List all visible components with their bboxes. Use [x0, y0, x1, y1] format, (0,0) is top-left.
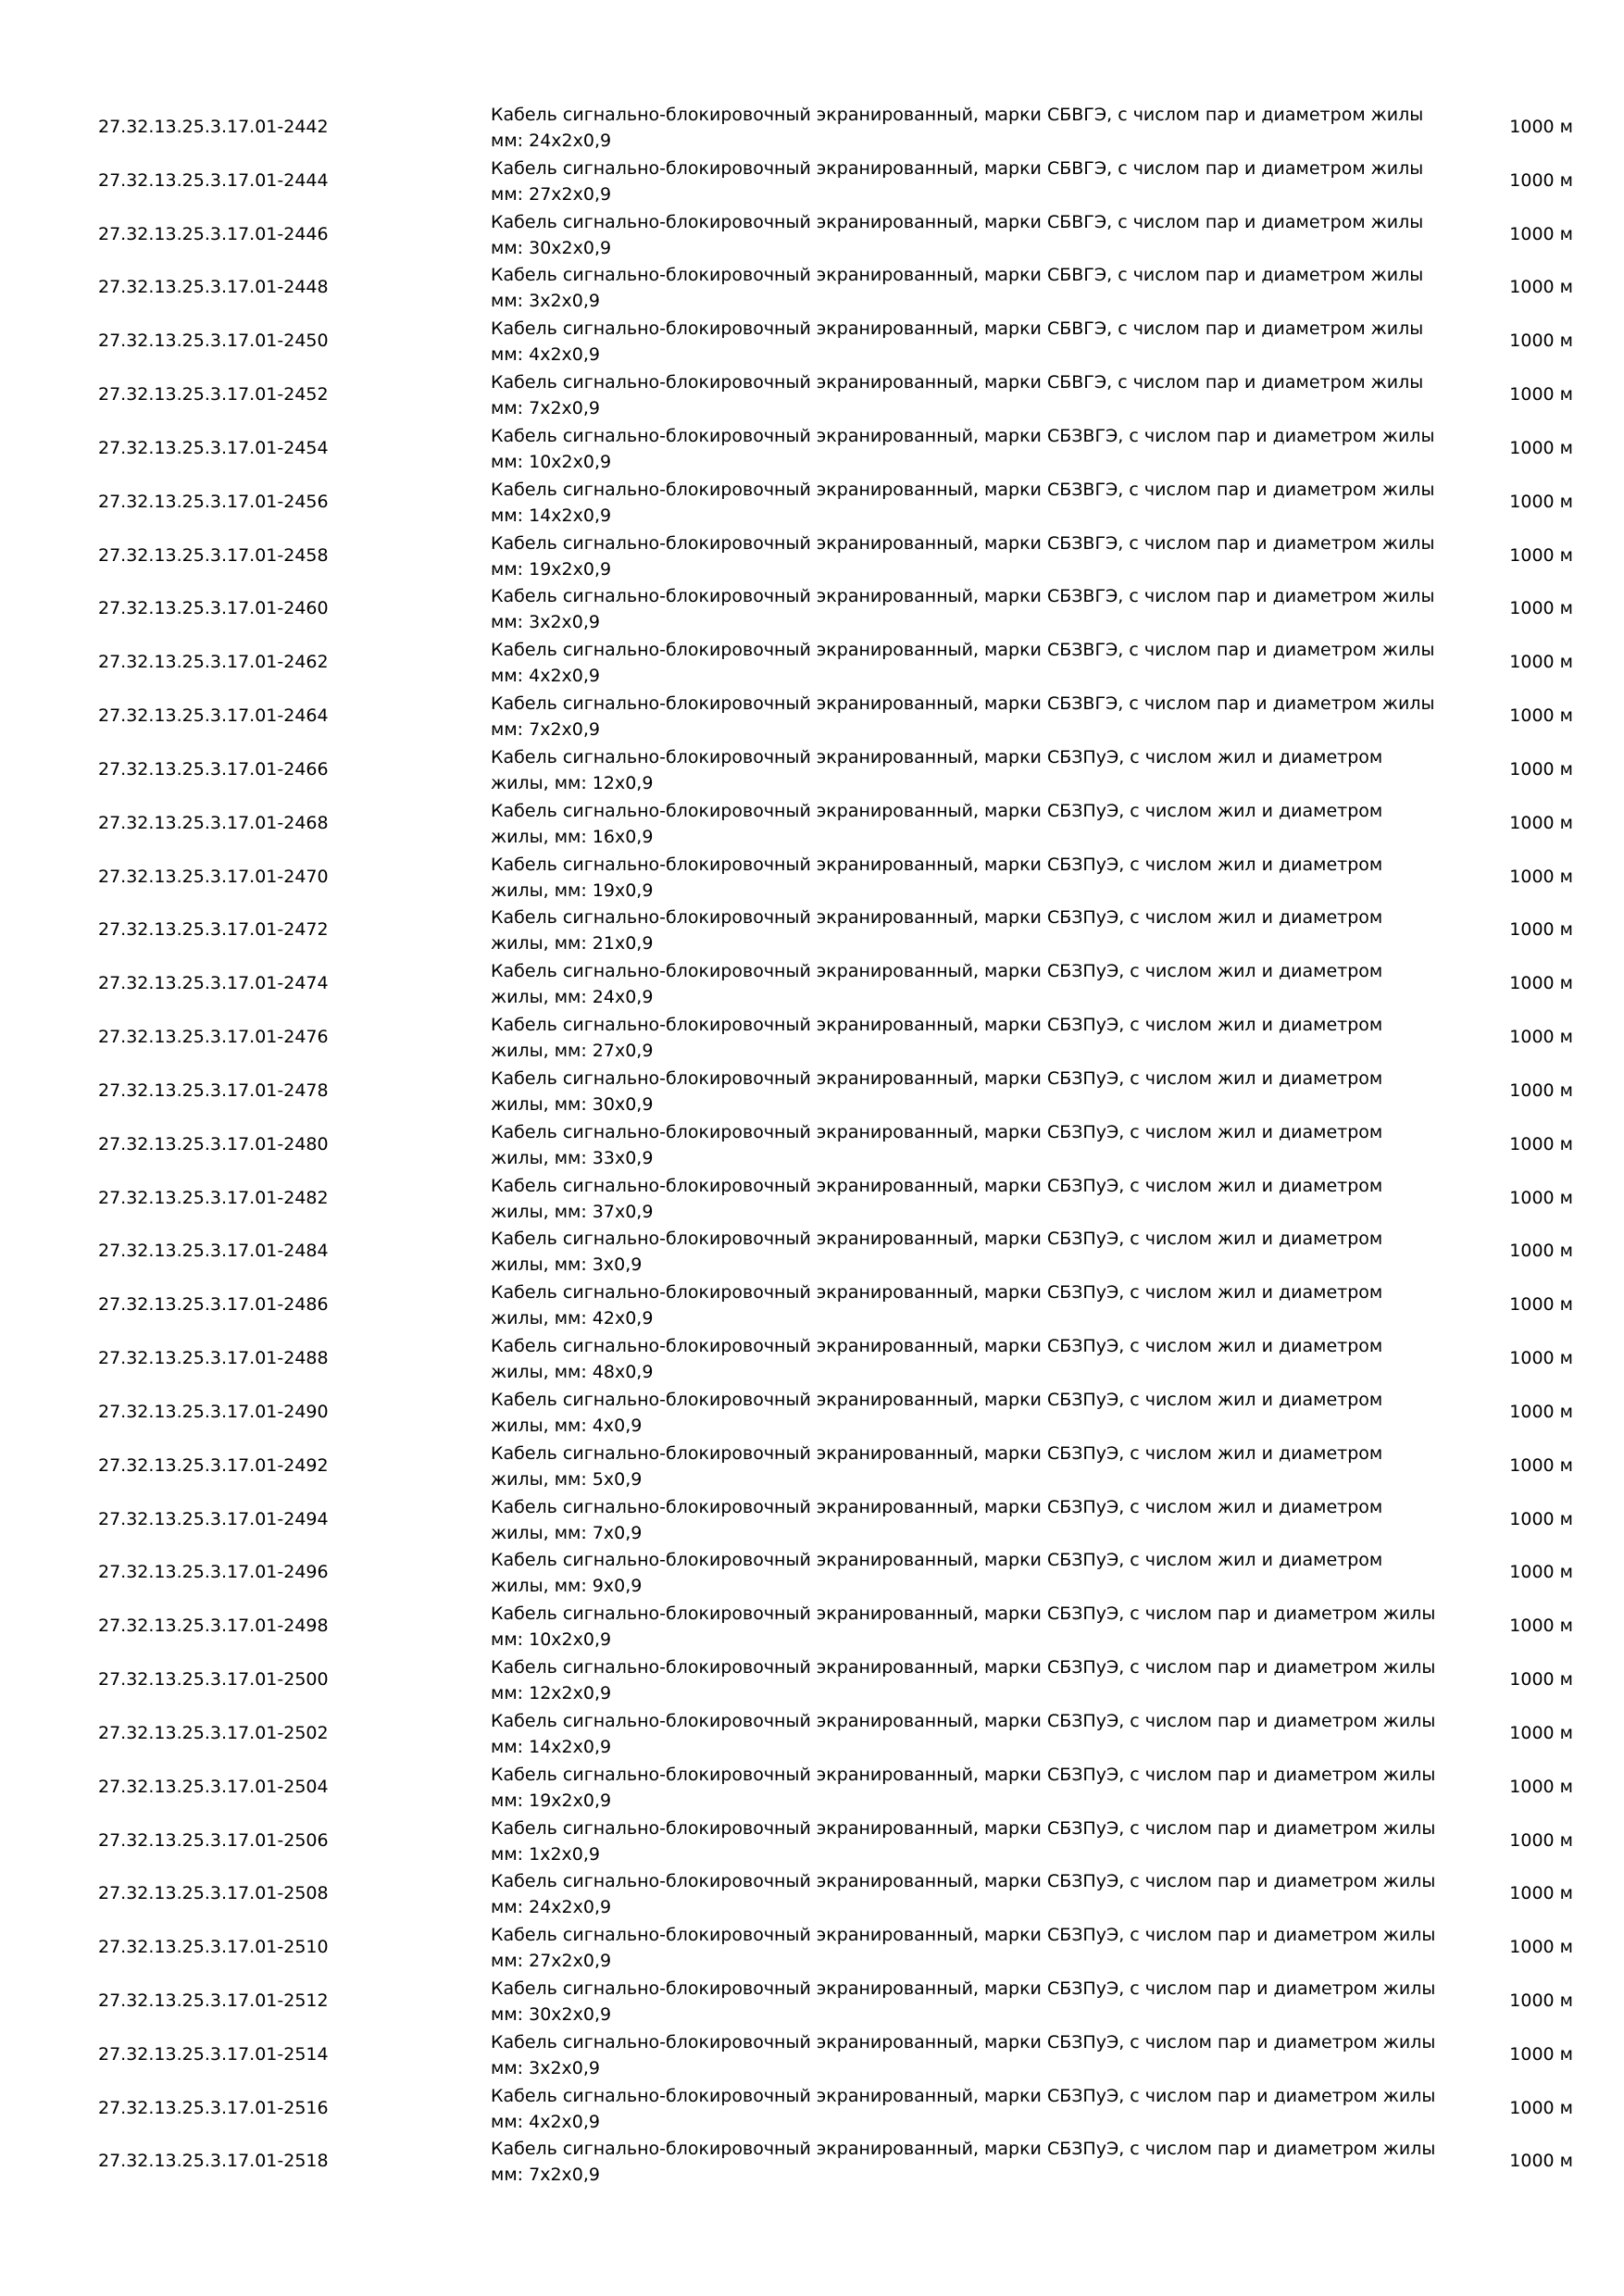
- unit-of-measure: 1000 м: [1509, 1883, 1573, 1904]
- table-row: [0, 476, 1624, 530]
- resource-code: 27.32.13.25.3.17.01-2512: [98, 1990, 329, 2011]
- resource-code: 27.32.13.25.3.17.01-2454: [98, 437, 329, 458]
- resource-code: 27.32.13.25.3.17.01-2482: [98, 1187, 329, 1208]
- unit-of-measure: 1000 м: [1509, 1937, 1573, 1958]
- resource-description: Кабель сигнально-блокировочный экранированный, марки СБЗПуЭ, с числом жил и диаметром жилы, мм: 37x0,9: [491, 1175, 1383, 1222]
- unit-of-measure: 1000 м: [1509, 652, 1573, 673]
- table-row: [0, 530, 1624, 583]
- resource-code: 27.32.13.25.3.17.01-2484: [98, 1241, 329, 1262]
- resource-description: Кабель сигнально-блокировочный экранированный, марки СБЗВГЭ, с числом пар и диаметром жилы мм: 4x2x0,9: [491, 640, 1435, 687]
- unit-of-measure: 1000 м: [1509, 169, 1573, 191]
- resource-description: Кабель сигнально-блокировочный экранированный, марки СБЗВГЭ, с числом пар и диаметром жилы мм: 3x2x0,9: [491, 586, 1435, 633]
- table-row: [0, 1761, 1624, 1815]
- table-row: [0, 690, 1624, 743]
- table-row: [0, 1065, 1624, 1118]
- resource-code: 27.32.13.25.3.17.01-2456: [98, 491, 329, 512]
- unit-of-measure: 1000 м: [1509, 1027, 1573, 1048]
- table-row: [0, 851, 1624, 905]
- table-row: [0, 636, 1624, 690]
- resource-description: Кабель сигнально-блокировочный экранированный, марки СБЗВГЭ, с числом пар и диаметром жилы мм: 19x2x0,9: [491, 532, 1435, 580]
- unit-of-measure: 1000 м: [1509, 1776, 1573, 1797]
- resource-description: Кабель сигнально-блокировочный экранированный, марки СБВГЭ, с числом пар и диаметром жилы мм: 3x2x0,9: [491, 265, 1424, 312]
- resource-description: Кабель сигнально-блокировочный экранированный, марки СБЗВГЭ, с числом пар и диаметром жилы мм: 10x2x0,9: [491, 425, 1435, 472]
- unit-of-measure: 1000 м: [1509, 1401, 1573, 1422]
- resource-description: Кабель сигнально-блокировочный экранированный, марки СБЗВГЭ, с числом пар и диаметром жилы мм: 14x2x0,9: [491, 479, 1435, 526]
- unit-of-measure: 1000 м: [1509, 544, 1573, 566]
- unit-of-measure: 1000 м: [1509, 1294, 1573, 1316]
- unit-of-measure: 1000 м: [1509, 1722, 1573, 1743]
- resource-code: 27.32.13.25.3.17.01-2486: [98, 1294, 329, 1316]
- unit-of-measure: 1000 м: [1509, 1829, 1573, 1851]
- resource-code: 27.32.13.25.3.17.01-2496: [98, 1562, 329, 1583]
- resource-code: 27.32.13.25.3.17.01-2446: [98, 223, 329, 244]
- resource-description: Кабель сигнально-блокировочный экранированный, марки СБВГЭ, с числом пар и диаметром жилы мм: 7x2x0,9: [491, 372, 1424, 419]
- unit-of-measure: 1000 м: [1509, 598, 1573, 619]
- resource-code: 27.32.13.25.3.17.01-2490: [98, 1401, 329, 1422]
- table-row: [0, 1440, 1624, 1493]
- resource-description: Кабель сигнально-блокировочный экранированный, марки СБЗПуЭ, с числом жил и диаметром жилы, мм: 27x0,9: [491, 1015, 1383, 1062]
- table-row: [0, 208, 1624, 262]
- resource-code: 27.32.13.25.3.17.01-2474: [98, 973, 329, 994]
- table-row: [0, 422, 1624, 476]
- table-row: [0, 1546, 1624, 1600]
- unit-of-measure: 1000 м: [1509, 1241, 1573, 1262]
- table-row: [0, 1386, 1624, 1440]
- table-row: [0, 1921, 1624, 1975]
- table-row: [0, 2082, 1624, 2136]
- resource-code: 27.32.13.25.3.17.01-2452: [98, 384, 329, 406]
- resource-description: Кабель сигнально-блокировочный экранированный, марки СБЗПуЭ, с числом жил и диаметром жилы, мм: 3x0,9: [491, 1229, 1383, 1276]
- resource-code: 27.32.13.25.3.17.01-2502: [98, 1722, 329, 1743]
- table-row: [0, 904, 1624, 957]
- table-row: [0, 1975, 1624, 2028]
- resource-code: 27.32.13.25.3.17.01-2462: [98, 652, 329, 673]
- unit-of-measure: 1000 м: [1509, 1348, 1573, 1369]
- unit-of-measure: 1000 м: [1509, 1616, 1573, 1637]
- resource-code: 27.32.13.25.3.17.01-2448: [98, 277, 329, 298]
- unit-of-measure: 1000 м: [1509, 1187, 1573, 1208]
- resource-description: Кабель сигнально-блокировочный экранированный, марки СБЗПуЭ, с числом пар и диаметром жилы мм: 7x2x0,9: [491, 2139, 1436, 2186]
- resource-code: 27.32.13.25.3.17.01-2506: [98, 1829, 329, 1851]
- resource-description: Кабель сигнально-блокировочный экранированный, марки СБЗПуЭ, с числом пар и диаметром жилы мм: 27x2x0,9: [491, 1925, 1436, 1972]
- resource-description: Кабель сигнально-блокировочный экранированный, марки СБЗПуЭ, с числом пар и диаметром жилы мм: 10x2x0,9: [491, 1603, 1436, 1651]
- resource-code: 27.32.13.25.3.17.01-2470: [98, 866, 329, 887]
- resource-description: Кабель сигнально-блокировочный экранированный, марки СБЗПуЭ, с числом жил и диаметром жилы, мм: 19x0,9: [491, 854, 1383, 901]
- resource-description: Кабель сигнально-блокировочный экранированный, марки СБЗПуЭ, с числом жил и диаметром жилы, мм: 7x0,9: [491, 1496, 1383, 1543]
- unit-of-measure: 1000 м: [1509, 1079, 1573, 1101]
- table-row: [0, 1815, 1624, 1868]
- unit-of-measure: 1000 м: [1509, 491, 1573, 512]
- unit-of-measure: 1000 м: [1509, 2043, 1573, 2065]
- unit-of-measure: 1000 м: [1509, 437, 1573, 458]
- table-row: [0, 1332, 1624, 1386]
- table-row: [0, 1118, 1624, 1172]
- resource-description: Кабель сигнально-блокировочный экранированный, марки СБЗПуЭ, с числом пар и диаметром жилы мм: 19x2x0,9: [491, 1764, 1436, 1811]
- unit-of-measure: 1000 м: [1509, 866, 1573, 887]
- resource-code: 27.32.13.25.3.17.01-2504: [98, 1776, 329, 1797]
- resource-description: Кабель сигнально-блокировочный экранированный, марки СБВГЭ, с числом пар и диаметром жилы мм: 30x2x0,9: [491, 211, 1424, 258]
- table-row: [0, 261, 1624, 315]
- table-row: [0, 1493, 1624, 1547]
- resource-code: 27.32.13.25.3.17.01-2468: [98, 812, 329, 833]
- resource-description: Кабель сигнально-блокировочный экранированный, марки СБЗПуЭ, с числом пар и диаметром жилы мм: 12x2x0,9: [491, 1657, 1436, 1704]
- resource-description: Кабель сигнально-блокировочный экранированный, марки СБЗПуЭ, с числом жил и диаметром жилы, мм: 33x0,9: [491, 1121, 1383, 1168]
- table-row: [0, 1172, 1624, 1226]
- resource-table: [0, 101, 1624, 2189]
- resource-code: 27.32.13.25.3.17.01-2480: [98, 1133, 329, 1154]
- resource-code: 27.32.13.25.3.17.01-2458: [98, 544, 329, 566]
- resource-code: 27.32.13.25.3.17.01-2514: [98, 2043, 329, 2065]
- table-row: [0, 2028, 1624, 2082]
- resource-description: Кабель сигнально-блокировочный экранированный, марки СБЗВГЭ, с числом пар и диаметром жилы мм: 7x2x0,9: [491, 693, 1435, 741]
- table-row: [0, 1707, 1624, 1761]
- unit-of-measure: 1000 м: [1509, 117, 1573, 137]
- unit-of-measure: 1000 м: [1509, 384, 1573, 406]
- resource-code: 27.32.13.25.3.17.01-2492: [98, 1454, 329, 1476]
- table-row: [0, 315, 1624, 368]
- resource-description: Кабель сигнально-блокировочный экранированный, марки СБЗПуЭ, с числом жил и диаметром жилы, мм: 12x0,9: [491, 746, 1383, 793]
- unit-of-measure: 1000 м: [1509, 705, 1573, 727]
- resource-description: Кабель сигнально-блокировочный экранированный, марки СБЗПуЭ, с числом жил и диаметром жилы, мм: 9x0,9: [491, 1550, 1383, 1597]
- resource-code: 27.32.13.25.3.17.01-2464: [98, 705, 329, 727]
- resource-code: 27.32.13.25.3.17.01-2472: [98, 919, 329, 941]
- resource-code: 27.32.13.25.3.17.01-2498: [98, 1616, 329, 1637]
- resource-description: Кабель сигнально-блокировочный экранированный, марки СБЗПуЭ, с числом жил и диаметром жилы, мм: 48x0,9: [491, 1336, 1383, 1383]
- unit-of-measure: 1000 м: [1509, 1508, 1573, 1529]
- table-row: [0, 1225, 1624, 1279]
- unit-of-measure: 1000 м: [1509, 2097, 1573, 2118]
- unit-of-measure: 1000 м: [1509, 1454, 1573, 1476]
- resource-code: 27.32.13.25.3.17.01-2518: [98, 2151, 329, 2172]
- resource-description: Кабель сигнально-блокировочный экранированный, марки СБЗПуЭ, с числом жил и диаметром жилы, мм: 42x0,9: [491, 1282, 1383, 1329]
- resource-description: Кабель сигнально-блокировочный экранированный, марки СБВГЭ, с числом пар и диаметром жилы мм: 27x2x0,9: [491, 157, 1424, 205]
- resource-code: 27.32.13.25.3.17.01-2510: [98, 1937, 329, 1958]
- table-row: [0, 1279, 1624, 1332]
- unit-of-measure: 1000 м: [1509, 331, 1573, 352]
- resource-description: Кабель сигнально-блокировочный экранированный, марки СБЗПуЭ, с числом жил и диаметром жилы, мм: 24x0,9: [491, 961, 1383, 1008]
- table-row: [0, 1867, 1624, 1921]
- resource-description: Кабель сигнально-блокировочный экранированный, марки СБЗПуЭ, с числом пар и диаметром жилы мм: 4x2x0,9: [491, 2085, 1436, 2132]
- unit-of-measure: 1000 м: [1509, 223, 1573, 244]
- resource-description: Кабель сигнально-блокировочный экранированный, марки СБВГЭ, с числом пар и диаметром жилы мм: 24x2x0,9: [491, 105, 1424, 151]
- table-row: [0, 1011, 1624, 1065]
- unit-of-measure: 1000 м: [1509, 1990, 1573, 2011]
- table-row: [0, 101, 1624, 155]
- resource-code: 27.32.13.25.3.17.01-2478: [98, 1079, 329, 1101]
- unit-of-measure: 1000 м: [1509, 1562, 1573, 1583]
- table-row: [0, 2135, 1624, 2189]
- unit-of-measure: 1000 м: [1509, 812, 1573, 833]
- resource-description: Кабель сигнально-блокировочный экранированный, марки СБЗПуЭ, с числом жил и диаметром жилы, мм: 21x0,9: [491, 907, 1383, 955]
- resource-description: Кабель сигнально-блокировочный экранированный, марки СБЗПуЭ, с числом жил и диаметром жилы, мм: 5x0,9: [491, 1442, 1383, 1490]
- resource-code: 27.32.13.25.3.17.01-2450: [98, 331, 329, 352]
- table-row: [0, 155, 1624, 208]
- resource-description: Кабель сигнально-блокировочный экранированный, марки СБЗПуЭ, с числом пар и диаметром жилы мм: 24x2x0,9: [491, 1871, 1436, 1918]
- unit-of-measure: 1000 м: [1509, 919, 1573, 941]
- resource-code: 27.32.13.25.3.17.01-2500: [98, 1669, 329, 1691]
- resource-code: 27.32.13.25.3.17.01-2494: [98, 1508, 329, 1529]
- table-row: [0, 582, 1624, 636]
- unit-of-measure: 1000 м: [1509, 758, 1573, 780]
- resource-code: 27.32.13.25.3.17.01-2444: [98, 169, 329, 191]
- resource-description: Кабель сигнально-блокировочный экранированный, марки СБЗПуЭ, с числом жил и диаметром жилы, мм: 4x0,9: [491, 1389, 1383, 1436]
- table-row: [0, 743, 1624, 797]
- resource-code: 27.32.13.25.3.17.01-2516: [98, 2097, 329, 2118]
- resource-description: Кабель сигнально-блокировочный экранированный, марки СБЗПуЭ, с числом жил и диаметром жилы, мм: 30x0,9: [491, 1067, 1383, 1115]
- unit-of-measure: 1000 м: [1509, 1669, 1573, 1691]
- resource-code: 27.32.13.25.3.17.01-2508: [98, 1883, 329, 1904]
- table-row: [0, 1600, 1624, 1653]
- unit-of-measure: 1000 м: [1509, 1133, 1573, 1154]
- resource-code: 27.32.13.25.3.17.01-2466: [98, 758, 329, 780]
- resource-description: Кабель сигнально-блокировочный экранированный, марки СБЗПуЭ, с числом пар и диаметром жилы мм: 30x2x0,9: [491, 1978, 1436, 2025]
- table-row: [0, 368, 1624, 422]
- resource-code: 27.32.13.25.3.17.01-2442: [98, 117, 329, 137]
- table-row: [0, 1653, 1624, 1707]
- unit-of-measure: 1000 м: [1509, 2151, 1573, 2172]
- unit-of-measure: 1000 м: [1509, 277, 1573, 298]
- resource-description: Кабель сигнально-блокировочный экранированный, марки СБВГЭ, с числом пар и диаметром жилы мм: 4x2x0,9: [491, 318, 1424, 366]
- unit-of-measure: 1000 м: [1509, 973, 1573, 994]
- resource-description: Кабель сигнально-блокировочный экранированный, марки СБЗПуЭ, с числом пар и диаметром жилы мм: 14x2x0,9: [491, 1710, 1436, 1757]
- resource-code: 27.32.13.25.3.17.01-2476: [98, 1027, 329, 1048]
- table-row: [0, 957, 1624, 1011]
- table-row: [0, 797, 1624, 851]
- resource-description: Кабель сигнально-блокировочный экранированный, марки СБЗПуЭ, с числом пар и диаметром жилы мм: 1x2x0,9: [491, 1817, 1436, 1865]
- resource-description: Кабель сигнально-блокировочный экранированный, марки СБЗПуЭ, с числом жил и диаметром жилы, мм: 16x0,9: [491, 800, 1383, 847]
- resource-description: Кабель сигнально-блокировочный экранированный, марки СБЗПуЭ, с числом пар и диаметром жилы мм: 3x2x0,9: [491, 2031, 1436, 2078]
- resource-code: 27.32.13.25.3.17.01-2488: [98, 1348, 329, 1369]
- resource-code: 27.32.13.25.3.17.01-2460: [98, 598, 329, 619]
